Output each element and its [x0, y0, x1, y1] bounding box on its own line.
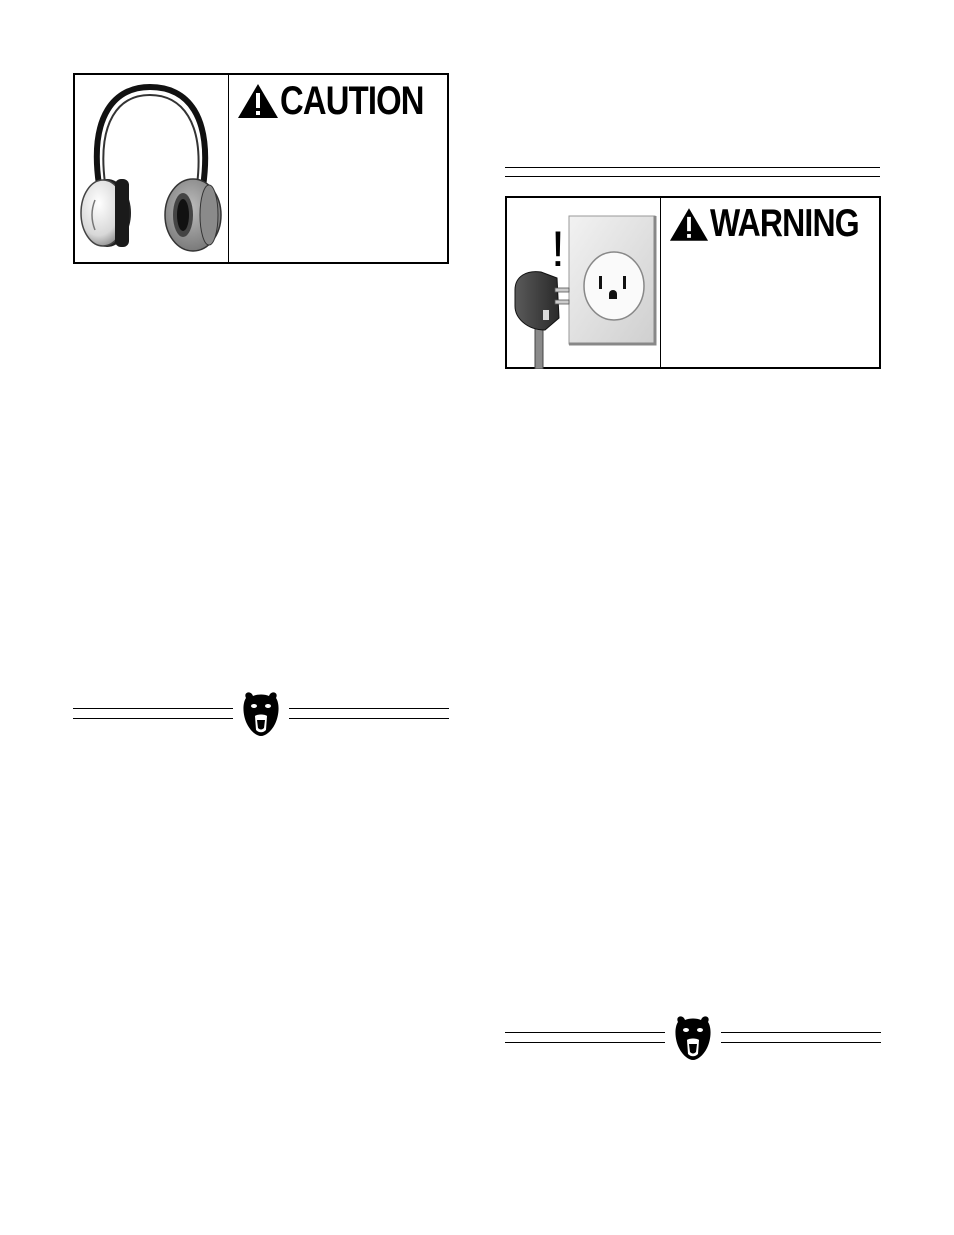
caution-signal-word: [237, 81, 455, 121]
section-rule-bottom: [505, 176, 880, 177]
section-rule-top: [505, 167, 880, 168]
unplug-power-cord-icon: [507, 198, 660, 369]
caution-image-cell: [75, 75, 229, 262]
ear-protection-headphones-icon: [75, 75, 228, 264]
bear-head-logo-icon: [673, 1014, 713, 1060]
bear-head-logo-icon: [241, 690, 281, 736]
warning-triangle-icon: [669, 207, 709, 242]
caution-box: [73, 73, 449, 264]
warning-title: WARNING: [710, 202, 859, 245]
warning-box: [505, 196, 881, 369]
exclamation-mark: !: [551, 221, 565, 277]
warning-image-cell: [507, 198, 661, 367]
caution-title: CAUTION: [280, 79, 424, 123]
section-divider-left: [73, 690, 449, 738]
warning-triangle-icon: [237, 83, 279, 119]
warning-signal-word: [669, 204, 892, 244]
section-divider-right: [505, 1014, 881, 1062]
